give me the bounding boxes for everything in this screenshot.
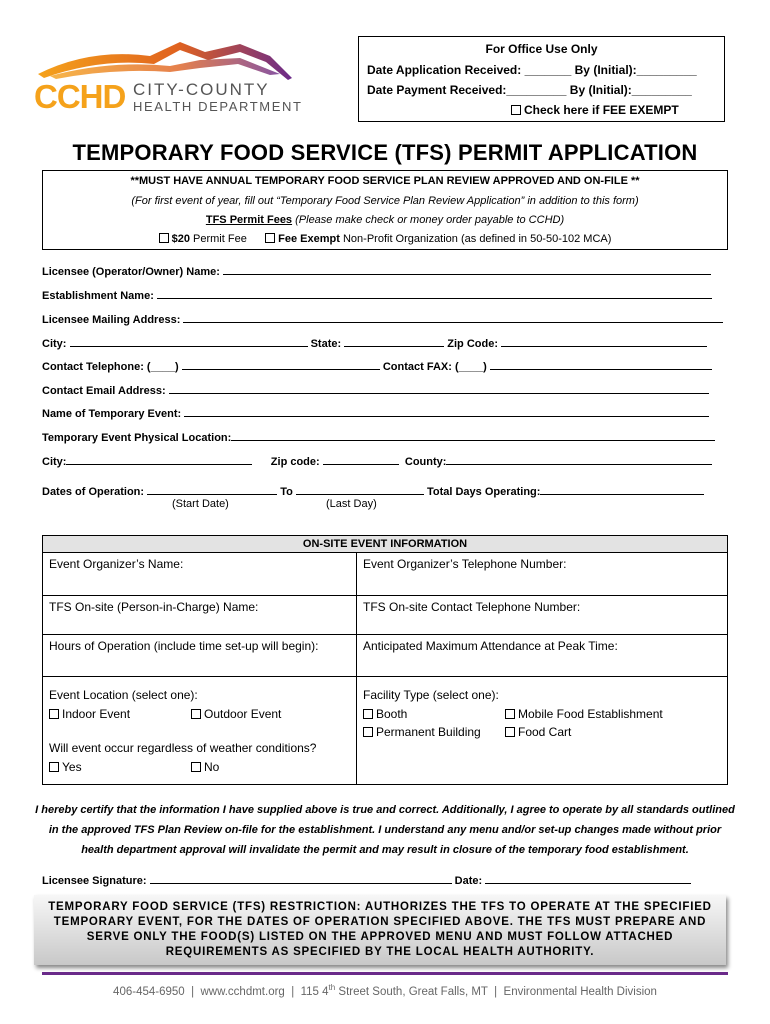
permanent-building-checkbox[interactable] — [363, 727, 373, 737]
last-day-caption: (Last Day) — [326, 498, 377, 510]
county-field[interactable] — [446, 454, 712, 465]
contact-email-field[interactable] — [169, 383, 709, 394]
zip-field[interactable] — [501, 336, 707, 347]
footer-division: Environmental Health Division — [503, 985, 657, 998]
event-name-field[interactable] — [184, 406, 709, 417]
date-payment-received[interactable]: Date Payment Received:_________ By (Initial):_________ — [367, 83, 692, 97]
total-days-field[interactable] — [540, 484, 704, 495]
fee-exempt-option-text: Non-Profit Organization (as defined in 50-50-102 MCA) — [339, 233, 612, 245]
onsite-heading: ON-SITE EVENT INFORMATION — [43, 536, 727, 553]
signature-date-label: Date: — [454, 875, 483, 887]
office-use-box — [358, 36, 725, 122]
food-cart-checkbox[interactable] — [505, 727, 515, 737]
tfs-restriction-box — [34, 895, 726, 965]
footer-phone: 406-454-6950 — [113, 985, 185, 998]
restriction-line: TEMPORARY FOOD SERVICE (TFS) RESTRICTION: AUTHORIZES THE TFS TO OPERATE AT THE SPECIFIED — [48, 901, 712, 913]
weather-yes-checkbox[interactable] — [49, 762, 59, 772]
restriction-line: SERVE ONLY THE FOOD(S) LISTED ON THE APPROVED MENU AND MUST FOLLOW ATTACHED — [86, 931, 674, 943]
pic-name-cell[interactable]: TFS On-site (Person-in-Charge) Name: — [49, 600, 259, 614]
permit-fee-label: Permit Fee — [189, 233, 247, 245]
start-date-caption: (Start Date) — [172, 498, 229, 510]
mailing-address-field[interactable] — [183, 312, 723, 323]
contact-telephone-label: Contact Telephone: (____) — [42, 361, 179, 373]
footer-rule — [42, 972, 728, 975]
date-application-received[interactable]: Date Application Received: _______ By (Initial):_________ — [367, 63, 697, 77]
office-use-heading: For Office Use Only — [485, 42, 598, 56]
first-event-note: (For first event of year, fill out “Temporary Food Service Plan Review Application” in addition to this form) — [131, 195, 639, 207]
organizer-name-cell[interactable]: Event Organizer’s Name: — [49, 557, 184, 571]
plan-review-notice: **MUST HAVE ANNUAL TEMPORARY FOOD SERVICE PLAN REVIEW APPROVED AND ON-FILE ** — [130, 175, 640, 187]
event-zip-field[interactable] — [323, 454, 399, 465]
permit-fee-amount: $20 — [171, 233, 190, 245]
mobile-food-checkbox[interactable] — [505, 709, 515, 719]
certification-line: health department approval will invalidate the permit and may result in closure of the temporary food establishment. — [81, 844, 689, 856]
fee-exempt-option-label: Fee Exempt — [278, 233, 340, 245]
footer-website-link[interactable]: www.cchdmt.org — [200, 985, 285, 998]
weather-yes-label: Yes — [62, 760, 82, 774]
city-label: City: — [42, 338, 67, 350]
city-field[interactable] — [70, 336, 308, 347]
mailing-address-label: Licensee Mailing Address: — [42, 314, 181, 326]
event-location-field[interactable] — [231, 430, 715, 441]
certification-line: I hereby certify that the information I have supplied above is true and correct. Additionally, I agree to operate by all standards outlined — [35, 804, 735, 816]
last-day-field[interactable] — [296, 484, 424, 495]
logo-line-health-department: HEALTH DEPARTMENT — [133, 99, 303, 114]
certification-line: in the approved TFS Plan Review on-file for the establishment. I understand any menu and/or set-up changes made without prior — [48, 824, 722, 836]
organizer-phone-cell[interactable]: Event Organizer’s Telephone Number: — [363, 557, 567, 571]
event-name-label: Name of Temporary Event: — [42, 408, 182, 420]
zip-label: Zip Code: — [447, 338, 498, 350]
booth-checkbox[interactable] — [363, 709, 373, 719]
state-label: State: — [310, 338, 342, 350]
to-label: To — [280, 486, 293, 498]
establishment-name-field[interactable] — [157, 288, 712, 299]
fee-exempt-label: Check here if FEE EXEMPT — [524, 103, 679, 117]
weather-question: Will event occur regardless of weather conditions? — [49, 741, 317, 755]
footer-separator: | — [191, 985, 195, 998]
contact-fax-label: Contact FAX: (____) — [382, 361, 487, 373]
licensee-name-label: Licensee (Operator/Owner) Name: — [42, 266, 220, 278]
indoor-event-label: Indoor Event — [62, 707, 131, 721]
permit-fees-label: TFS Permit Fees — [205, 214, 293, 226]
indoor-event-checkbox[interactable] — [49, 709, 59, 719]
footer-separator: | — [291, 985, 295, 998]
restriction-line: TEMPORARY EVENT, FOR THE DATES OF OPERATION SPECIFIED ABOVE. THE TFS MUST PREPARE AND — [53, 916, 707, 928]
county-label: County: — [404, 456, 447, 468]
fee-exempt-checkbox[interactable] — [511, 105, 521, 115]
contact-fax-field[interactable] — [490, 359, 712, 370]
weather-no-label: No — [204, 760, 220, 774]
event-city-field[interactable] — [66, 454, 252, 465]
fee-exempt-option-checkbox[interactable] — [265, 233, 275, 243]
booth-label: Booth — [376, 707, 408, 721]
state-field[interactable] — [344, 336, 444, 347]
certification-statement — [0, 800, 770, 860]
outdoor-event-checkbox[interactable] — [191, 709, 201, 719]
onsite-event-table — [42, 535, 728, 785]
pic-phone-cell[interactable]: TFS On-site Contact Telephone Number: — [363, 600, 581, 614]
logo-mark: CCHD — [34, 78, 126, 115]
dates-of-operation-label: Dates of Operation: — [42, 486, 145, 498]
outdoor-event-label: Outdoor Event — [204, 707, 282, 721]
logo-line-city-county: CITY-COUNTY — [133, 80, 270, 99]
permit-fees-note: (Please make check or money order payable to CCHD) — [292, 214, 565, 226]
mobile-food-label: Mobile Food Establishment — [518, 707, 663, 721]
licensee-name-field[interactable] — [223, 264, 711, 275]
fees-box — [42, 170, 728, 250]
start-date-field[interactable] — [147, 484, 277, 495]
event-zip-label: Zip code: — [270, 456, 320, 468]
footer — [0, 983, 770, 998]
contact-telephone-field[interactable] — [182, 359, 380, 370]
footer-separator: | — [494, 985, 498, 998]
signature-label: Licensee Signature: — [42, 875, 147, 887]
signature-date-field[interactable] — [485, 873, 691, 884]
permit-fee-checkbox[interactable] — [159, 233, 169, 243]
weather-no-checkbox[interactable] — [191, 762, 201, 772]
permanent-building-label: Permanent Building — [376, 725, 481, 739]
signature-field[interactable] — [150, 873, 452, 884]
contact-email-label: Contact Email Address: — [42, 385, 166, 397]
facility-type-label: Facility Type (select one): — [363, 688, 499, 702]
food-cart-label: Food Cart — [518, 725, 572, 739]
event-city-label: City: — [42, 456, 67, 468]
total-days-label: Total Days Operating: — [426, 486, 541, 498]
event-location-select-label: Event Location (select one): — [49, 688, 198, 702]
establishment-name-label: Establishment Name: — [42, 290, 154, 302]
attendance-cell[interactable]: Anticipated Maximum Attendance at Peak Time: — [363, 639, 618, 653]
restriction-line: REQUIREMENTS AS SPECIFIED BY THE LOCAL HEALTH AUTHORITY. — [165, 946, 595, 958]
event-location-label: Temporary Event Physical Location: — [42, 432, 232, 444]
hours-cell[interactable]: Hours of Operation (include time set-up will begin): — [49, 639, 319, 653]
page-title: TEMPORARY FOOD SERVICE (TFS) PERMIT APPLICATION — [72, 140, 698, 165]
footer-address: 115 4th Street South, Great Falls, MT — [300, 983, 488, 998]
